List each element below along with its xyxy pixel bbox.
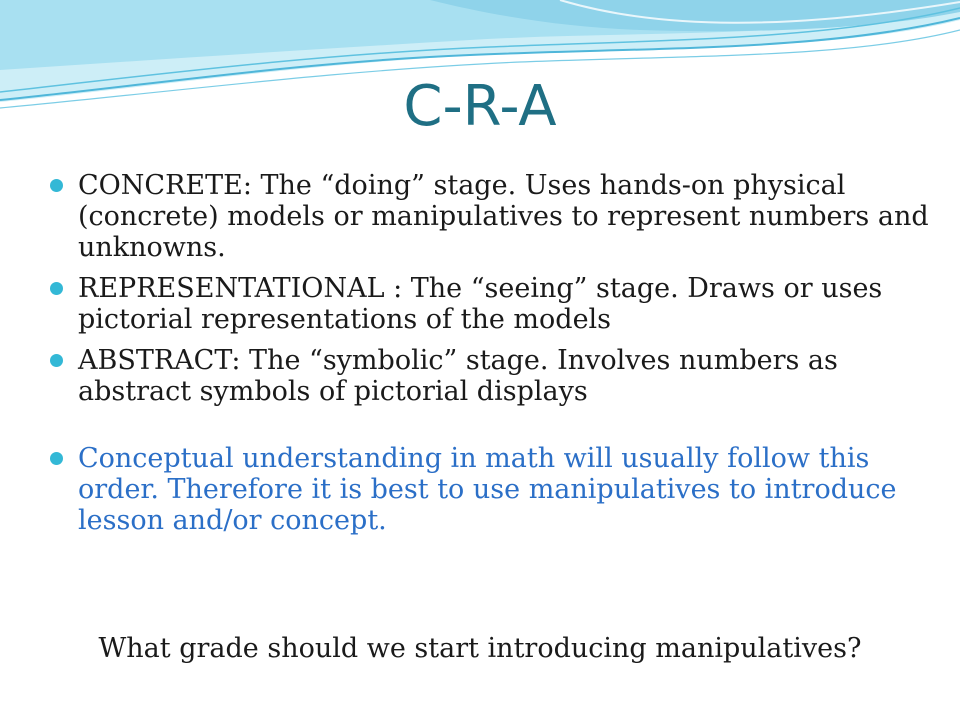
- bullet-text: Conceptual understanding in math will usually follow this order. Therefore it is best to use manipulatives to introduce lesson and/or concept.: [78, 443, 897, 536]
- bullet-list: [50, 170, 930, 546]
- bullet-dot-icon: [50, 282, 63, 295]
- bullet-dot-icon: [50, 179, 63, 192]
- slide-title: C-R-A: [403, 74, 557, 139]
- bullet-text: REPRESENTATIONAL : The “seeing” stage. Draws or uses pictorial representations of the models: [78, 273, 883, 335]
- bullet-dot-icon: [50, 452, 63, 465]
- bullet-concrete: [50, 170, 930, 263]
- bullet-text: ABSTRACT: The “symbolic” stage. Involves numbers as abstract symbols of pictorial displays: [78, 345, 838, 407]
- bullet-text: CONCRETE: The “doing” stage. Uses hands-on physical (concrete) models or manipulatives to represent numbers and unknowns.: [78, 170, 929, 263]
- bullet-dot-icon: [50, 354, 63, 367]
- bullet-representational: [50, 273, 930, 335]
- closing-question: What grade should we start introducing manipulatives?: [98, 633, 862, 664]
- bullet-abstract: [50, 345, 930, 407]
- bullet-conceptual-understanding: [50, 443, 930, 536]
